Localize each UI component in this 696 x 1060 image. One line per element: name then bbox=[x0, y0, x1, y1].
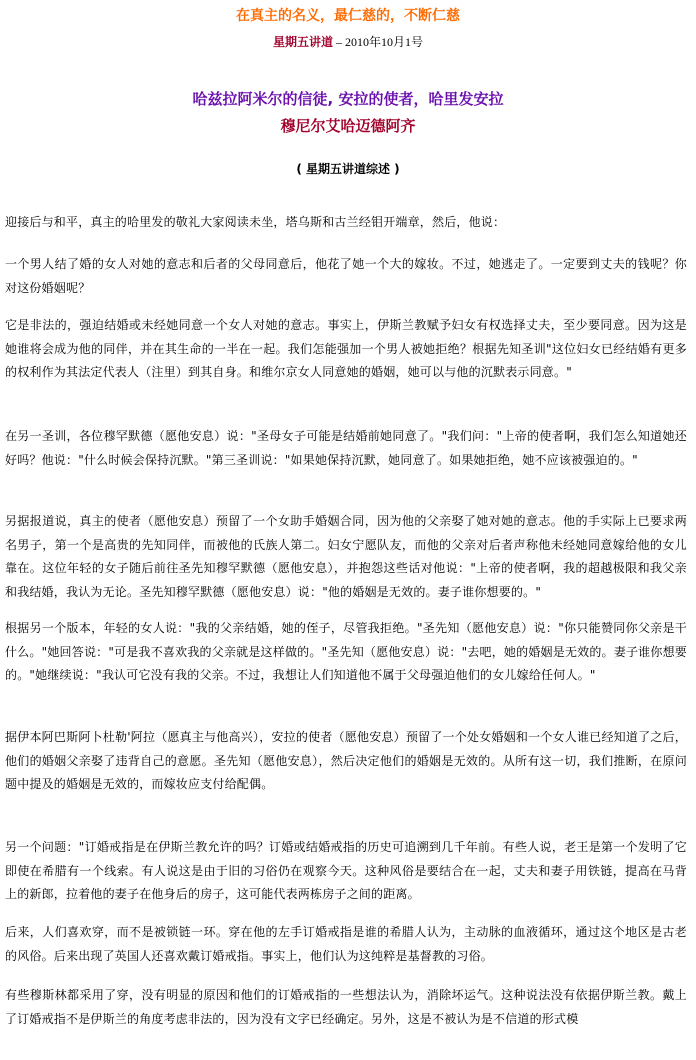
paragraph: 另一个问题："订婚戒指是在伊斯兰教允许的吗？订婚或结婚戒指的历史可追溯到几千年前。有些人说，老王是第一个发明了它即使在希腊有一个线索。有人说这是由于旧的习俗仍在观察今天。这种风俗是要结合在一起，丈夫和妻子用铁链，提高在马背上的新郎，拉着他的妻子在他身后的房子，这可能代表两栋房子之间的距离。 bbox=[5, 840, 687, 901]
paragraph: 迎接后与和平，真主的哈里发的敬礼大家阅读未坐，塔乌斯和古兰经钼开端章，然后，他说： bbox=[5, 215, 506, 229]
paragraph: 一个男人结了婚的女人对她的意志和后者的父母同意后，他花了她一个大的嫁妆。不过，她逃走了。一定要到丈夫的钱呢？你对这份婚姻呢？ bbox=[5, 257, 687, 295]
paragraph: 它是非法的，强迫结婚或未经她同意一个女人对她的意志。事实上，伊斯兰教赋予妇女有权选择丈夫，至少要同意。因为这是她谁将会成为他的同伴，并在其生命的一半在一起。我们怎能强加一个男人被她拒绝？根据先知圣训"这位妇女已经结婚有更多的权利作为其法定代表人（注里）到其自身。和维尔京女人同意她的婚姻，她可以与他的沉默表示同意。" bbox=[5, 318, 687, 379]
sermon-label: 星期五讲道 bbox=[272, 35, 333, 49]
paragraph: 据伊本阿巴斯阿卜杜勒'阿拉（愿真主与他高兴），安拉的使者（愿他安息）预留了一个处女婚姻和一个女人谁已经知道了之后，他们的婚姻父亲娶了违背自己的意愿。圣先知（愿他安息），然后决定他们的婚姻是无效的。从所有这一切，我们推断，在原问题中提及的婚姻是无效的，而嫁妆应支付给配偶。 bbox=[5, 730, 687, 791]
paragraph: 有些穆斯林都采用了穿，没有明显的原因和他们的订婚戒指的一些想法认为，消除坏运气。这种说法没有依据伊斯兰教。戴上了订婚戒指不是伊斯兰的角度考虑非法的，因为没有文字已经确定。另外，这是不被认为是不信道的形式模 bbox=[5, 988, 687, 1026]
page-title: 在真主的名义，最仁慈的，不断仁慈 bbox=[236, 8, 460, 24]
sermon-date-line bbox=[0, 34, 696, 50]
khalifa-name: 穆尼尔艾哈迈德阿齐 bbox=[280, 117, 416, 135]
khalifa-title: 哈兹拉阿米尔的信徒, 安拉的使者，哈里发安拉 bbox=[192, 90, 504, 108]
sermon-date: – 2010年10月1号 bbox=[333, 35, 424, 49]
paragraph: 后来，人们喜欢穿，而不是被锁链一环。穿在他的左手订婚戒指是谁的希腊人认为，主动脉的血液循环，通过这个地区是古老的风俗。后来出现了英国人还喜欢戴订婚戒指。事实上，他们认为这纯粹是基督教的习俗。 bbox=[5, 925, 687, 963]
paragraph: 根据另一个版本，年轻的女人说："我的父亲结婚，她的侄子，尽管我拒绝。"圣先知（愿他安息）说："你只能赞同你父亲是干什么。"她回答说："可是我不喜欢我的父亲就是这样做的。"圣先知（愿他安息）说："去吧，她的婚姻是无效的。妻子谁你想要的。"她继续说："我认可它没有我的父亲。不过，我想让人们知道他不属于父母强迫他们的女儿嫁给任何人。" bbox=[5, 621, 687, 682]
paragraph: 另据报道说，真主的使者（愿他安息）预留了一个女助手婚姻合同，因为他的父亲娶了她对她的意志。他的手实际上已要求两名男子，第一个是高贵的先知同伴，而被他的氏族人第二。妇女宁愿队友，而他的父亲对后者声称他未经她同意嫁给他的女儿靠在。这位年轻的女子随后前往圣先知穆罕默德（愿他安息），并抱怨这些话对他说："上帝的使者啊，我的超越极限和我父亲和我结婚，我认为无论。圣先知穆罕默德（愿他安息）说："他的婚姻是无效的。妻子谁你想要的。" bbox=[5, 514, 687, 599]
summary-label: ( 星期五讲道综述 ) bbox=[296, 162, 400, 176]
paragraph: 在另一圣训，各位穆罕默德（愿他安息）说："圣母女子可能是结婚前她同意了。"我们问："上帝的使者啊，我们怎么知道她还好吗？他说："什么时候会保持沉默。"第三圣训说："如果她保持沉默，她同意了。如果她拒绝，她不应该被强迫的。" bbox=[5, 429, 687, 467]
